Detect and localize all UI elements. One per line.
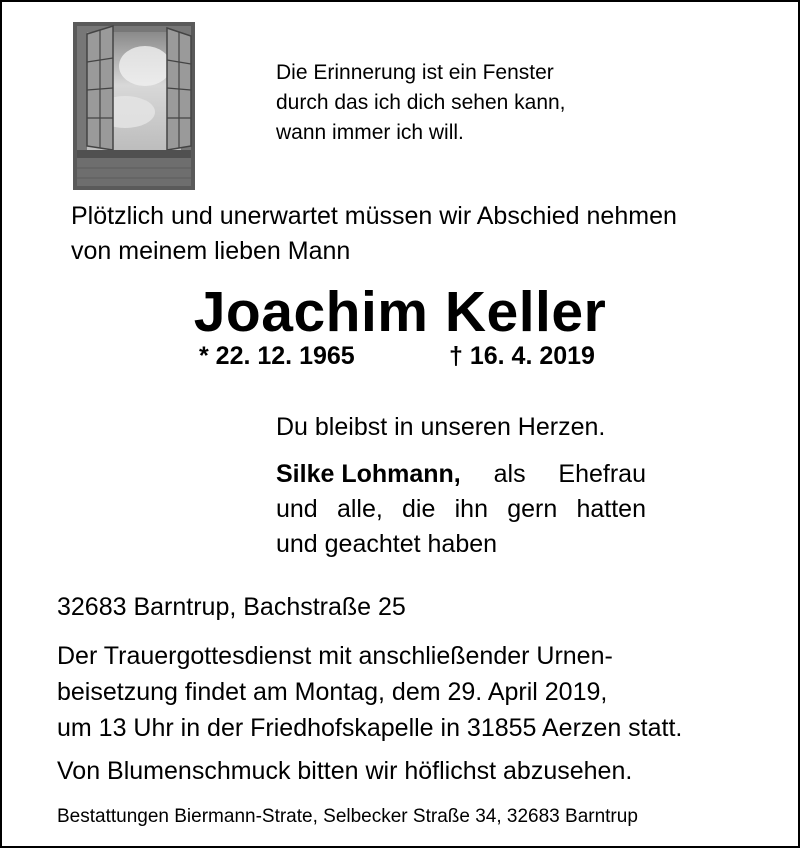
family-word: hatten	[576, 495, 646, 523]
death-date: † 16. 4. 2019	[449, 342, 595, 370]
intro-line: von meinem lieben Mann	[71, 237, 351, 265]
service-line: Der Trauergottesdienst mit anschließender Urnen-	[57, 642, 613, 670]
window-picture	[73, 22, 195, 190]
service-line: um 13 Uhr in der Friedhofskapelle in 31855 Aerzen statt.	[57, 714, 683, 742]
flowers-note: Von Blumenschmuck bitten wir höflichst abzusehen.	[57, 757, 633, 785]
family-line	[276, 457, 646, 492]
family-signature	[276, 457, 646, 562]
undertaker-info: Bestattungen Biermann-Strate, Selbecker Straße 34, 32683 Barntrup	[57, 806, 638, 827]
family-word: als	[493, 460, 526, 488]
family-word: und	[276, 495, 318, 523]
service-line: beisetzung findet am Montag, dem 29. April 2019,	[57, 678, 608, 706]
birth-date: * 22. 12. 1965	[199, 342, 355, 370]
family-word: ihn	[454, 495, 488, 523]
deceased-name: Joachim Keller	[193, 280, 607, 344]
family-name: Silke Lohmann,	[276, 460, 461, 488]
poem-line: wann immer ich will.	[276, 121, 464, 144]
intro-line: Plötzlich und unerwartet müssen wir Abschied nehmen	[71, 202, 677, 230]
family-word: Ehefrau	[558, 460, 646, 488]
poem-line: durch das ich dich sehen kann,	[276, 91, 566, 114]
intro-text	[71, 199, 677, 269]
family-line: und geachtet haben	[276, 530, 498, 558]
family-word: alle,	[336, 495, 383, 523]
poem-line: Die Erinnerung ist ein Fenster	[276, 61, 554, 84]
address: 32683 Barntrup, Bachstraße 25	[57, 593, 406, 621]
family-word: die	[402, 495, 436, 523]
family-word: gern	[507, 495, 558, 523]
service-info	[57, 638, 682, 746]
poem-quote	[276, 58, 566, 148]
remembrance-line: Du bleibst in unseren Herzen.	[276, 413, 606, 441]
family-line	[276, 492, 646, 527]
